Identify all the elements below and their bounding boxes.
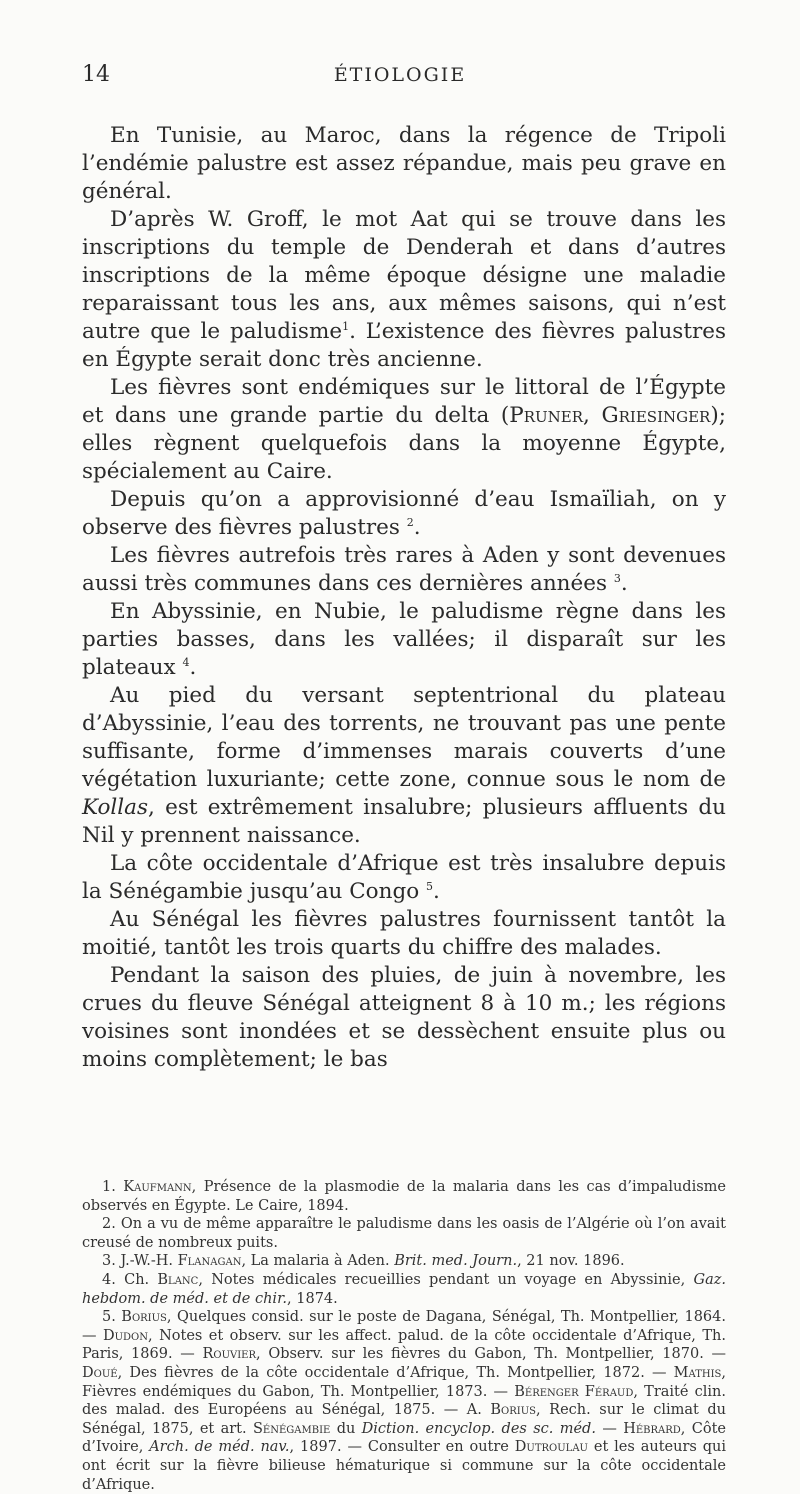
text-run: 5. <box>102 1309 122 1326</box>
text-run: Les fièvres sont endémiques sur le littoral de l’Égypte et dans une grande partie du delta ( <box>82 375 726 428</box>
text-run: , 1897. — Consulter en outre <box>289 1439 515 1456</box>
author-name: Blanc <box>157 1271 199 1288</box>
author-name: Rouvier <box>202 1346 257 1363</box>
author-name: Hébrard <box>623 1420 681 1437</box>
text-run: Les fièvres autrefois très rares à Aden y sont devenues aussi très communes dans ces dernières années <box>82 543 726 596</box>
text-run: En Abyssinie, en Nubie, le paludisme règne dans les parties basses, dans les vallées; il disparaît sur les plateaux <box>82 599 726 680</box>
author-name: Dudon <box>102 1327 148 1344</box>
paragraph <box>82 542 726 598</box>
author-name: Sénégambie <box>252 1420 331 1437</box>
text-run: . <box>189 655 197 680</box>
paragraph <box>82 486 726 542</box>
running-title: ÉTIOLOGIE <box>333 64 467 86</box>
text-run: 3. J.-W.-H. <box>102 1253 178 1270</box>
author-name: Dutroulau <box>514 1439 588 1456</box>
text-run: , est extrêmement insalubre; plusieurs affluents du Nil y prennent naissance. <box>82 795 726 848</box>
text-run: et les auteurs qui ont écrit sur la fièvre bilieuse hématurique si commune sur la côte occidentale d’Afrique. <box>82 1439 726 1493</box>
text-run: , 1874. <box>287 1290 338 1307</box>
text-run: . L’existence des fièvres palustres en Égypte serait donc très ancienne. <box>82 319 726 372</box>
paragraph <box>82 122 726 206</box>
author-name: Kaufmann <box>123 1179 192 1195</box>
text-run: . <box>413 515 421 540</box>
paragraph <box>82 598 726 682</box>
text-run: , Notes médicales recueillies pendant un voyage en Abyssinie, <box>198 1271 694 1288</box>
paragraph <box>82 374 726 486</box>
italic-text: Kollas <box>82 795 149 820</box>
text-run: La côte occidentale d’Afrique est très insalubre depuis la Sénégambie jusqu’au Congo <box>82 851 726 904</box>
author-name: Borius <box>121 1309 167 1326</box>
footnote-ref: 4 <box>182 656 190 669</box>
text-run: , Des fièvres de la côte occidentale d’Afrique, Th. Montpellier, 1872. — <box>117 1364 674 1381</box>
author-name: Mathis <box>673 1364 722 1381</box>
text-run: ); elles règnent quelquefois dans la moyenne Égypte, spécialement au Caire. <box>82 403 726 484</box>
text-run: , Rech. sur le climat du Sénégal, 1875, et art. <box>82 1402 727 1437</box>
footnote <box>82 1178 726 1215</box>
text-run: En Tunisie, au Maroc, dans la régence de Tripoli l’endémie palustre est assez répandue, mais peu grave en général. <box>82 123 726 204</box>
text-run: , La malaria à Aden. <box>241 1253 395 1270</box>
text-run: , Notes et observ. sur les affect. palud. de la côte occidentale d’Afrique, Th. Paris, 1869. — <box>82 1327 727 1363</box>
text-run: D’après W. Groff, le mot Aat qui se trouve dans les inscriptions du temple de Denderah et dans d’autres inscriptions de la même époque désigne une maladie reparaissant tous les ans, aux mêmes saisons, qui n’est autre que le paludisme <box>82 207 726 344</box>
text-run: . <box>620 571 628 596</box>
text-run: — <box>595 1420 624 1437</box>
footnote-ref: 3 <box>613 572 621 585</box>
text-run: . <box>433 879 440 904</box>
italic-text: Arch. de méd. nav. <box>149 1439 290 1456</box>
footnote <box>82 1271 726 1308</box>
text-run: Depuis qu’on a approvisionné d’eau Ismaïliah, on y observe des fièvres palustres <box>82 487 726 540</box>
paragraph <box>82 682 726 850</box>
footnote-ref: 1 <box>342 320 350 333</box>
text-run: , Observ. sur les fièvres du Gabon, Th. Montpellier, 1870. — <box>256 1346 727 1363</box>
footnote-ref: 2 <box>406 516 414 529</box>
text-run: 1. <box>102 1179 124 1195</box>
text-run: , Côte d’Ivoire, <box>82 1420 726 1456</box>
footnote <box>82 1252 726 1271</box>
text-run: Au Sénégal les fièvres palustres fournissent tantôt la moitié, tantôt les trois quarts du chiffre des malades. <box>82 907 726 960</box>
body-text <box>82 122 726 1074</box>
footnotes <box>82 1178 726 1494</box>
page-number: 14 <box>82 62 110 87</box>
author-name: Bérenger Féraud <box>514 1383 634 1400</box>
text-run: Au pied du versant septentrional du plateau d’Abyssinie, l’eau des torrents, ne trouvant pas une pente suffisante, forme d’immenses marais couverts d’une végétation luxuriante; cette zone, connue sous le nom de <box>82 683 726 792</box>
paragraph <box>82 906 726 962</box>
text-run: Pendant la saison des pluies, de juin à novembre, les crues du fleuve Sénégal atteignent 8 à 10 m.; les régions voisines sont inondées et se dessèchent ensuite plus ou moins complètement; le bas <box>82 963 726 1072</box>
text-run: , Présence de la plasmodie de la malaria dans les cas d’impaludisme observés en Égypte. Le Caire, 1894. <box>82 1179 726 1214</box>
paragraph <box>82 962 726 1074</box>
text-run: , Fièvres endémiques du Gabon, Th. Montpellier, 1873. — <box>82 1364 726 1400</box>
author-name: Doué <box>82 1364 118 1381</box>
text-run: du <box>330 1420 362 1437</box>
footnote-ref: 5 <box>426 880 433 893</box>
page-header <box>82 62 718 92</box>
paragraph <box>82 850 726 906</box>
author-name: Pruner, Griesinger <box>509 403 711 428</box>
footnote <box>82 1308 726 1494</box>
text-run: , 21 nov. 1896. <box>517 1253 625 1270</box>
text-run: , Traité clin. des malad. des Européens au Sénégal, 1875. — A. <box>82 1383 727 1419</box>
italic-text: Diction. encyclop. des sc. méd. <box>361 1420 596 1437</box>
author-name: Borius <box>490 1402 537 1419</box>
italic-text: Gaz. hebdom. de méd. et de chir. <box>82 1271 726 1307</box>
footnote <box>82 1215 726 1252</box>
text-run: 2. On a vu de même apparaître le paludisme dans les oasis de l’Algérie où l’on avait creusé de nombreux puits. <box>82 1216 726 1251</box>
paragraph <box>82 206 726 374</box>
italic-text: Brit. med. Journ. <box>394 1253 518 1270</box>
text-run: 4. Ch. <box>102 1271 158 1288</box>
author-name: Flanagan <box>177 1253 242 1270</box>
text-run: , Quelques consid. sur le poste de Dagana, Sénégal, Th. Montpellier, 1864. — <box>82 1309 726 1344</box>
